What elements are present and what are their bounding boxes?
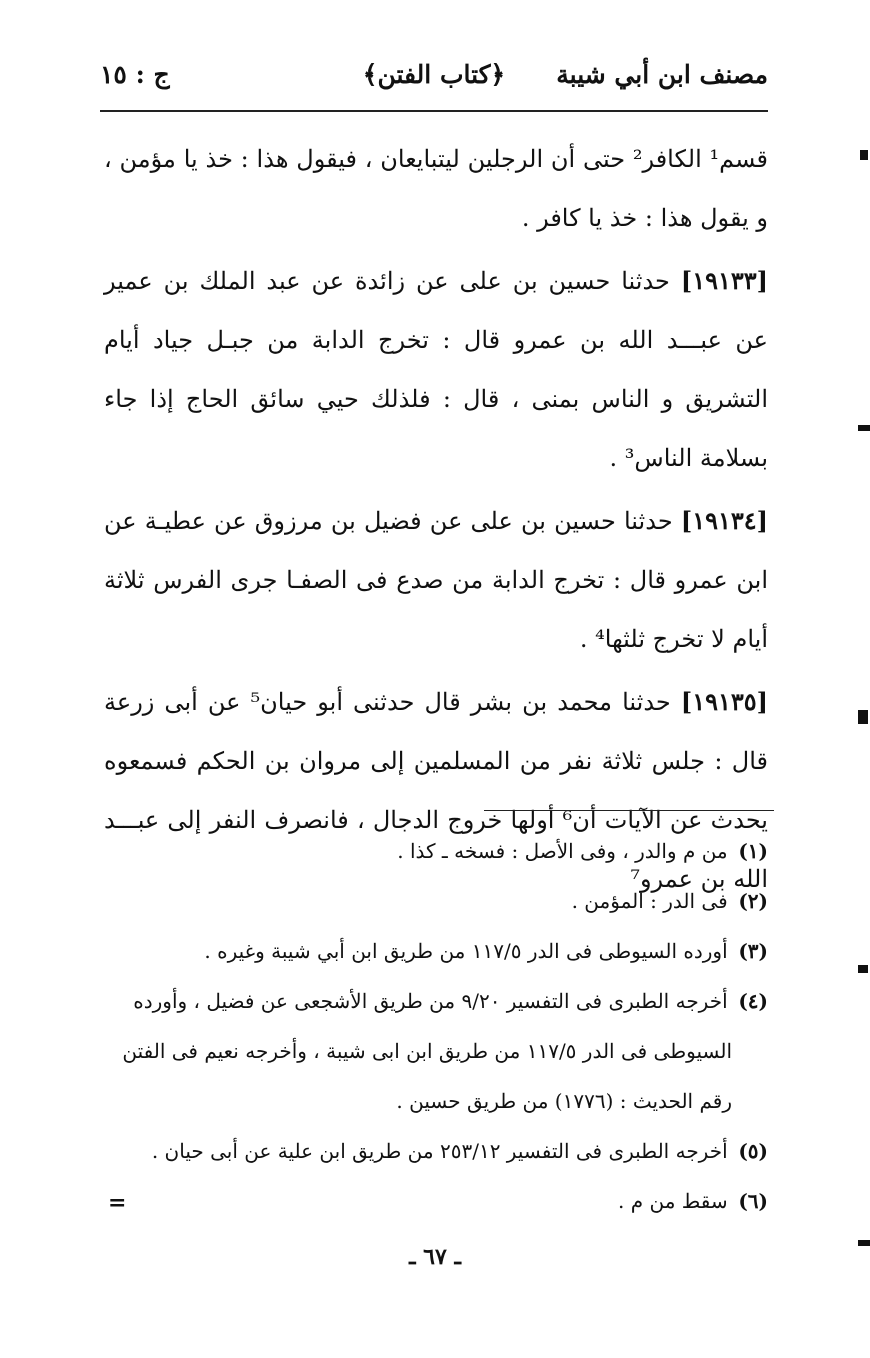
running-header (100, 60, 768, 104)
scan-mark (860, 150, 868, 160)
footnote-divider (484, 810, 774, 811)
footnote-text: فى الدر : المؤمن . (571, 889, 728, 913)
footnote-text: أورده السيوطى فى الدر ١١٧/٥ من طريق ابن أبي شيبة وغيره . (204, 939, 728, 963)
scan-mark (858, 1240, 870, 1246)
continuation-mark: = (108, 1190, 127, 1216)
footnote-number: (١) (738, 839, 768, 863)
paragraph-text: قسم¹ الكافر² حتى أن الرجلين ليتبايعان ، فيقول هذا : خذ يا مؤمن ، و يقول هذا : خذ يا كافر . (104, 145, 768, 232)
hadith-number: [١٩١٣٥] (680, 687, 769, 716)
page-number: ـ ٦٧ ـ (409, 1244, 461, 1270)
footnote-number: (٣) (738, 939, 768, 963)
footnote-2 (104, 876, 768, 926)
footnote-number: (٥) (738, 1139, 768, 1163)
book-title: مصنف ابن أبي شيبة (556, 60, 768, 89)
hadith-number: [١٩١٣٣] (680, 266, 768, 295)
footnote-text: أخرجه الطبرى فى التفسير ٢٥٣/١٢ من طريق ابن علية عن أبى حيان . (151, 1139, 728, 1163)
header-divider (100, 110, 768, 112)
footnote-text: سقط من م . (618, 1189, 728, 1213)
hadith-19134 (104, 491, 768, 669)
hadith-number: [١٩١٣٤] (680, 506, 768, 535)
scan-mark (858, 425, 870, 431)
scan-mark (858, 710, 868, 724)
footnotes (104, 826, 768, 1226)
footnote-5 (104, 1126, 768, 1176)
footnote-3 (104, 926, 768, 976)
footnote-1 (104, 826, 768, 876)
footnote-6 (104, 1176, 768, 1226)
main-text (104, 130, 768, 912)
section-title: ﴿كتاب الفتن﴾ (362, 60, 506, 89)
hadith-text: حدثنا محمد بن بشر قال حدثنى أبو حيان⁵ عن أبى زرعة قال : جلس ثلاثة نفر من المسلمين إلى مروان بن الحكم فسمعوه يحدث عن الآيات أن⁶ أولها خروج الدجال ، فانصرف النفر إلى عبـــد الله بن عمرو⁷ (104, 688, 768, 893)
hadith-text: حدثنا حسين بن على عن فضيل بن مرزوق عن عطيـة عن ابن عمرو قال : تخرج الدابة من صدع فى الصفـا جرى الفرس ثلاثة أيام لا تخرج ثلثها⁴ . (104, 507, 768, 653)
footnote-number: (٤) (738, 989, 768, 1013)
hadith-19133 (104, 251, 768, 488)
hadith-text: حدثنا حسين بن على عن زائدة عن عبد الملك بن عمير عن عبـــد الله بن عمرو قال : تخرج الدابة من جبـل جياد أيام التشريق و الناس بمنى ، قال : فلذلك حيي سائق الحاج إذا جاء بسلامة الناس³ . (104, 267, 768, 472)
footnote-number: (٦) (738, 1189, 768, 1213)
footnote-text: أخرجه الطبرى فى التفسير ٩/٢٠ من طريق الأشجعى عن فضيل ، وأورده السيوطى فى الدر ١١٧/٥ من طريق ابن ابى شيبة ، وأخرجه نعيم فى الفتن رقم الحديث : (١٧٧٦) من طريق حسين . (122, 989, 732, 1113)
footnote-4 (104, 976, 768, 1126)
paragraph-continuation (104, 130, 768, 248)
footnote-number: (٢) (738, 889, 768, 913)
volume-label: ج : ١٥ (100, 60, 170, 89)
footnote-text: من م والدر ، وفى الأصل : فسخه ـ كذا . (397, 839, 728, 863)
scan-mark (858, 965, 868, 973)
